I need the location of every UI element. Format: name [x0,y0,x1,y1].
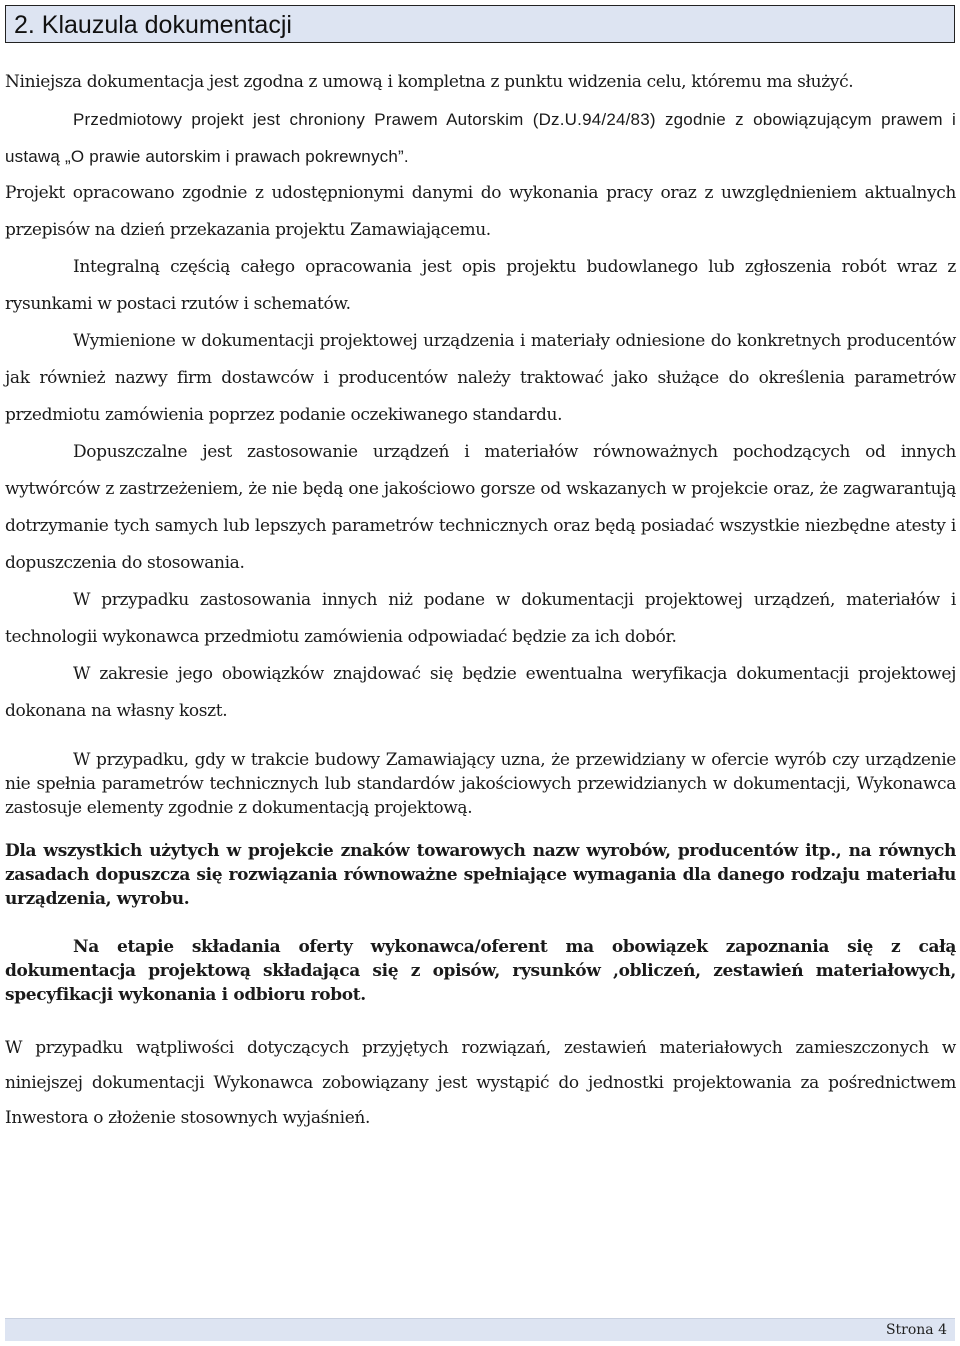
paragraph-1: Niniejsza dokumentacja jest zgodna z umową i kompletna z punktu widzenia celu, któremu ma służyć. [5,72,854,92]
page-footer [5,1318,955,1341]
paragraph-10-bold: Dla wszystkich użytych w projekcie znaków towarowych nazw wyrobów, producentów itp., na równych zasadach dopuszcza się rozwiązania równoważne spełniające wymagania dla danego rodzaju materiału urządzenia, wyrobu. [5,841,956,909]
paragraph-5: Wymienione w dokumentacji projektowej urządzenia i materiały odniesione do konkretnych producentów jak również nazwy firm dostawców i producentów należy traktować jako służące do określenia parametrów przedmiotu zamówienia poprzez podanie oczekiwanego standardu. [5,331,956,425]
section-heading [5,5,955,43]
paragraph-12: W przypadku wątpliwości dotyczących przyjętych rozwiązań, zestawień materiałowych zamieszczonych w niniejszej dokumentacji Wykonawca zobowiązany jest wystąpić do jednostki projektowania za pośrednictwem Inwestora o złożenie stosownych wyjaśnień. [5,1038,956,1128]
paragraph-11-bold: Na etapie składania oferty wykonawca/oferent ma obowiązek zapoznania się z całą dokumentacja projektową składająca się z opisów, rysunków ,obliczeń, zestawień materiałowych, specyfikacji wykonania i odbioru robot. [5,937,956,1005]
paragraph-4: Integralną częścią całego opracowania jest opis projektu budowlanego lub zgłoszenia robót wraz z rysunkami w postaci rzutów i schematów. [5,257,956,314]
section-title: 2. Klauzula dokumentacji [14,11,292,39]
paragraph-3: Projekt opracowano zgodnie z udostępnionymi danymi do wykonania pracy oraz z uwzględnieniem aktualnych przepisów na dzień przekazania projektu Zamawiającemu. [5,183,956,240]
page-number: Strona 4 [885,1322,947,1338]
paragraph-9: W przypadku, gdy w trakcie budowy Zamawiający uzna, że przewidziany w ofercie wyrób czy urządzenie nie spełnia parametrów technicznych lub standardów jakościowych przewidzianych w dokumentacji, Wykonawca zastosuje elementy zgodnie z dokumentacją projektową. [5,750,956,818]
document-body [5,64,956,1136]
paragraph-6: Dopuszczalne jest zastosowanie urządzeń i materiałów równoważnych pochodzących od innych wytwórców z zastrzeżeniem, że nie będą one jakościowo gorsze od wskazanych w projekcie oraz, że zagwarantują dotrzymanie tych samych lub lepszych parametrów technicznych oraz będą posiadać wszystkie niezbędne atesty i dopuszczenia do stosowania. [5,442,956,573]
paragraph-2: Przedmiotowy projekt jest chroniony Prawem Autorskim (Dz.U.94/24/83) zgodnie z obowiązującym prawem i ustawą „O prawie autorskim i prawach pokrewnych”. [5,110,956,166]
paragraph-8: W zakresie jego obowiązków znajdować się będzie ewentualna weryfikacja dokumentacji projektowej dokonana na własny koszt. [5,664,956,721]
paragraph-7: W przypadku zastosowania innych niż podane w dokumentacji projektowej urządzeń, materiałów i technologii wykonawca przedmiotu zamówienia odpowiadać będzie za ich dobór. [5,590,956,647]
